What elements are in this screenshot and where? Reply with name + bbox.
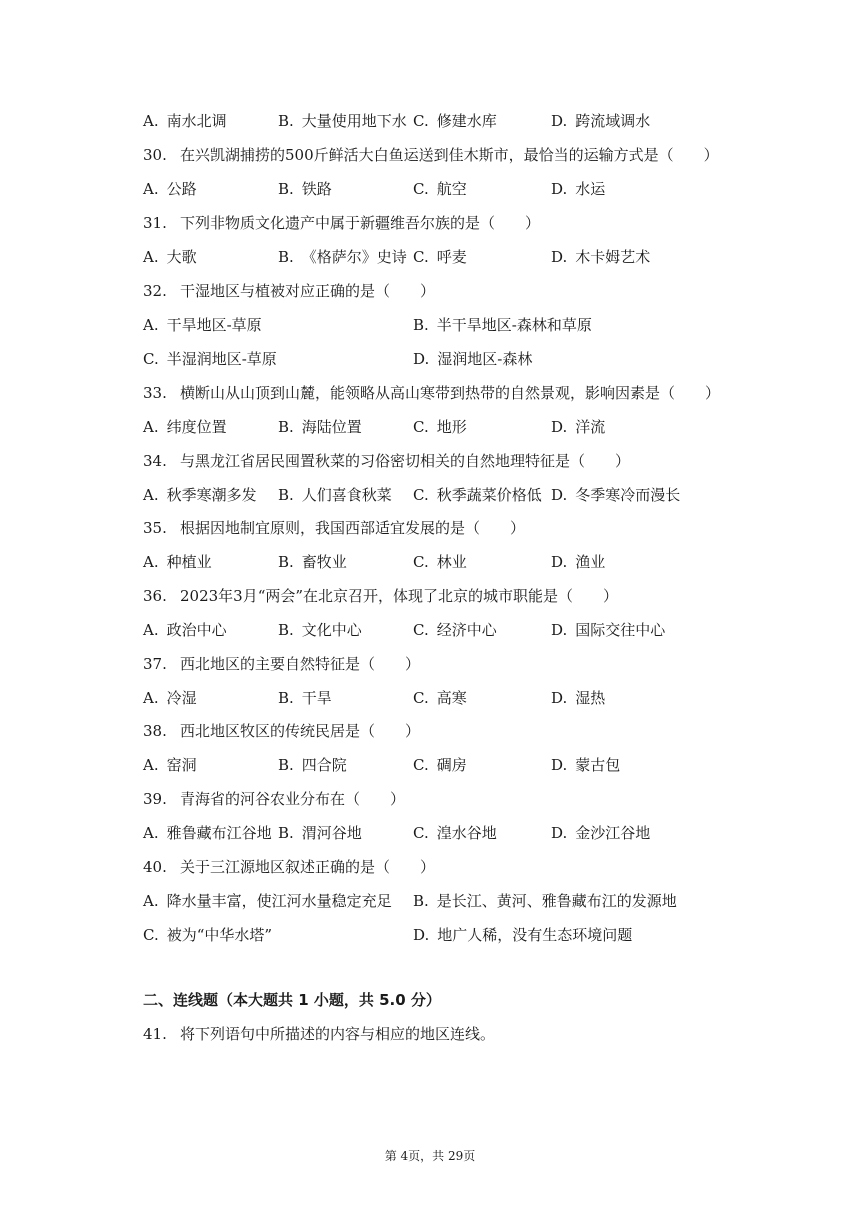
option-d: D. 地广人稀，没有生态环境问题	[413, 926, 633, 944]
option-b: B. 半干旱地区-森林和草原	[413, 316, 592, 334]
question-number: 37.	[143, 655, 167, 673]
question-number: 39.	[143, 790, 167, 808]
option-row	[143, 177, 820, 201]
option-row	[143, 550, 820, 574]
option-c: C. 地形	[413, 418, 467, 436]
option-row	[143, 483, 820, 507]
option-a: A. 纬度位置	[143, 418, 227, 436]
option-c: C. 经济中心	[413, 621, 497, 639]
question-number: 38.	[143, 722, 167, 740]
option-a: A. 降水量丰富，使江河水量稳定充足	[143, 892, 392, 910]
question-number: 32.	[143, 282, 167, 300]
option-c: C. 林业	[413, 553, 467, 571]
section-title: 二、连线题（本大题共 1 小题，共 5.0 分）	[143, 991, 441, 1009]
option-a: A. 公路	[143, 180, 197, 198]
option-c: C. 秋季蔬菜价格低	[413, 486, 542, 504]
option-a: A. 种植业	[143, 553, 212, 571]
option-row	[143, 415, 820, 439]
option-a: A. 秋季寒潮多发	[143, 486, 257, 504]
question-stem	[143, 381, 820, 405]
option-row	[143, 821, 820, 845]
option-a: A. 南水北调	[143, 112, 227, 130]
question-stem	[143, 211, 820, 235]
option-d: D. 渔业	[551, 553, 606, 571]
option-row	[143, 245, 820, 269]
question-text: 与黑龙江省居民囤置秋菜的习俗密切相关的自然地理特征是（ ）	[180, 452, 631, 470]
option-b: B. 人们喜食秋菜	[278, 486, 392, 504]
question-number: 35.	[143, 519, 167, 537]
option-row	[143, 753, 820, 777]
option-d: D. 湿润地区-森林	[413, 350, 533, 368]
question-stem	[143, 855, 820, 879]
option-a: A. 政治中心	[143, 621, 227, 639]
question-stem	[143, 449, 820, 473]
option-b: B. 海陆位置	[278, 418, 362, 436]
option-row	[143, 686, 820, 710]
option-d: D. 洋流	[551, 418, 606, 436]
option-c: C. 半湿润地区-草原	[143, 350, 277, 368]
option-d: D. 跨流域调水	[551, 112, 651, 130]
question-stem	[143, 143, 820, 167]
option-a: A. 冷湿	[143, 689, 197, 707]
question-text: 青海省的河谷农业分布在（ ）	[180, 790, 406, 808]
option-c: C. 碉房	[413, 756, 467, 774]
question-text: 2023年3月“两会”在北京召开，体现了北京的城市职能是（ ）	[180, 587, 619, 605]
question-number: 36.	[143, 587, 167, 605]
option-d: D. 蒙古包	[551, 756, 621, 774]
option-b: B. 畜牧业	[278, 553, 347, 571]
question-stem	[143, 516, 820, 540]
question-stem	[143, 584, 820, 608]
option-row	[143, 109, 820, 133]
question-text: 西北地区的主要自然特征是（ ）	[180, 655, 421, 673]
option-a: A. 窑洞	[143, 756, 197, 774]
option-row	[143, 923, 820, 947]
option-c: C. 湟水谷地	[413, 824, 497, 842]
question-text: 下列非物质文化遗产中属于新疆维吾尔族的是（ ）	[180, 214, 541, 232]
question-stem	[143, 1022, 820, 1046]
option-c: C. 被为“中华水塔”	[143, 926, 273, 944]
question-stem	[143, 787, 820, 811]
option-row	[143, 889, 820, 913]
question-text: 干湿地区与植被对应正确的是（ ）	[180, 282, 436, 300]
option-b: B. 《格萨尔》史诗	[278, 248, 407, 266]
option-a: A. 雅鲁藏布江谷地	[143, 824, 272, 842]
option-d: D. 金沙江谷地	[551, 824, 651, 842]
option-d: D. 冬季寒冷而漫长	[551, 486, 681, 504]
option-c: C. 航空	[413, 180, 467, 198]
option-c: C. 呼麦	[413, 248, 467, 266]
option-d: D. 湿热	[551, 689, 606, 707]
question-stem	[143, 652, 820, 676]
option-b: B. 干旱	[278, 689, 332, 707]
question-text: 横断山从山顶到山麓，能领略从高山寒带到热带的自然景观，影响因素是（ ）	[180, 384, 721, 402]
option-b: B. 是长江、黄河、雅鲁藏布江的发源地	[413, 892, 677, 910]
question-number: 33.	[143, 384, 167, 402]
question-text: 在兴凯湖捕捞的500斤鲜活大白鱼运送到佳木斯市，最恰当的运输方式是（ ）	[180, 146, 719, 164]
option-b: B. 铁路	[278, 180, 332, 198]
question-number: 34.	[143, 452, 167, 470]
question-number: 41.	[143, 1025, 167, 1043]
question-stem	[143, 719, 820, 743]
option-d: D. 木卡姆艺术	[551, 248, 651, 266]
question-stem	[143, 279, 820, 303]
option-a: A. 大歌	[143, 248, 197, 266]
question-text: 西北地区牧区的传统民居是（ ）	[180, 722, 421, 740]
question-text: 根据因地制宜原则，我国西部适宜发展的是（ ）	[180, 519, 526, 537]
option-row	[143, 347, 820, 371]
option-b: B. 四合院	[278, 756, 347, 774]
option-c: C. 高寒	[413, 689, 467, 707]
option-b: B. 文化中心	[278, 621, 362, 639]
option-row	[143, 313, 820, 337]
option-d: D. 国际交往中心	[551, 621, 666, 639]
option-c: C. 修建水库	[413, 112, 497, 130]
question-text: 将下列语句中所描述的内容与相应的地区连线。	[180, 1025, 496, 1043]
question-number: 40.	[143, 858, 167, 876]
page-footer: 第 4页，共 29页	[384, 1149, 476, 1163]
option-b: B. 大量使用地下水	[278, 112, 407, 130]
option-row	[143, 618, 820, 642]
question-number: 31.	[143, 214, 167, 232]
option-b: B. 渭河谷地	[278, 824, 362, 842]
question-number: 30.	[143, 146, 167, 164]
option-a: A. 干旱地区-草原	[143, 316, 262, 334]
question-text: 关于三江源地区叙述正确的是（ ）	[180, 858, 436, 876]
option-d: D. 水运	[551, 180, 606, 198]
